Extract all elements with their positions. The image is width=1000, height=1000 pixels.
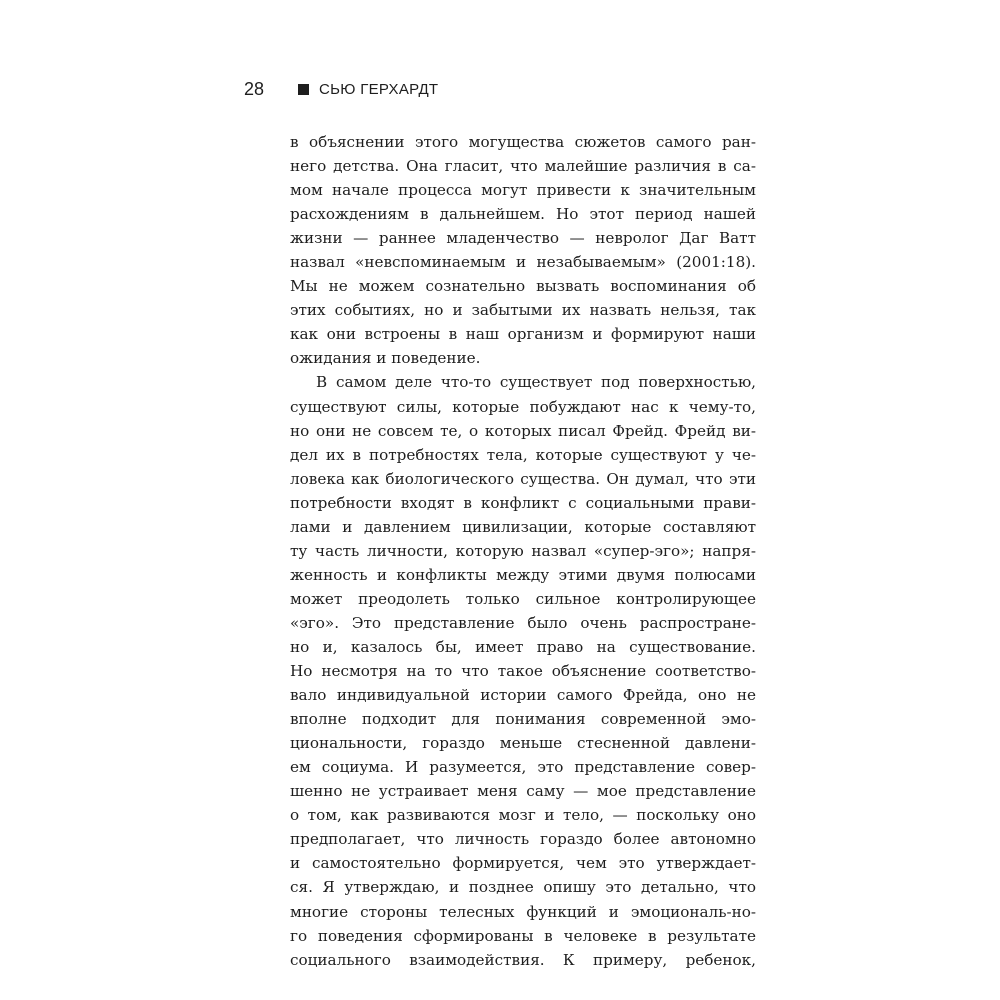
text-line: «эго». Это представление было очень распростране- — [290, 613, 756, 632]
text-line: го поведения сформированы в человеке в результате — [290, 926, 756, 945]
text-line: дел их в потребностях тела, которые существуют у че- — [290, 445, 756, 464]
text-line: вало индивидуальной истории самого Фрейда, оно не — [290, 686, 756, 705]
text-line: Но несмотря на то что такое объяснение соответство- — [290, 662, 756, 681]
text-line: и самостоятельно формируется, чем это утверждает- — [290, 854, 756, 873]
text-line: назвал «невспоминаемым и незабываемым» (2001:18). — [290, 253, 756, 272]
text-line: о том, как развиваются мозг и тело, — поскольку оно — [290, 806, 756, 825]
text-line: потребности входят в конфликт с социальными прави- — [290, 493, 756, 512]
text-line: В самом деле что-то существует под поверхностью, — [316, 373, 756, 392]
text-line: может преодолеть только сильное контролирующее — [290, 589, 756, 608]
page-number: 28 — [244, 78, 265, 99]
text-line: циональности, гораздо меньше стесненной давлени- — [290, 734, 756, 753]
text-line: существуют силы, которые побуждают нас к чему-то, — [290, 397, 756, 416]
text-line: как они встроены в наш организм и формируют наши — [290, 325, 756, 344]
header-square-marker — [298, 84, 309, 95]
text-line: лами и давлением цивилизации, которые составляют — [290, 517, 756, 536]
text-line: многие стороны телесных функций и эмоциональ-но- — [290, 902, 756, 921]
text-line: мом начале процесса могут привести к значительным — [290, 181, 756, 200]
text-line: Мы не можем сознательно вызвать воспоминания об — [290, 277, 756, 296]
text-line: ся. Я утверждаю, и позднее опишу это детально, что — [290, 878, 756, 897]
text-line: этих событиях, но и забытыми их назвать нельзя, так — [290, 301, 756, 320]
text-line: предполагает, что личность гораздо более автономно — [290, 830, 756, 849]
page-header — [244, 76, 438, 102]
text-line: в объяснении этого могущества сюжетов самого ран- — [290, 133, 756, 151]
text-line: него детства. Она гласит, что малейшие различия в са- — [290, 157, 756, 176]
text-line: шенно не устраивает меня саму — мое представление — [290, 782, 756, 801]
text-line: ту часть личности, которую назвал «супер-эго»; напря- — [290, 541, 756, 560]
text-line: но и, казалось бы, имеет право на существование. — [290, 637, 756, 656]
text-line: расхождениям в дальнейшем. Но этот период нашей — [290, 205, 756, 224]
text-line: но они не совсем те, о которых писал Фрейд. Фрейд ви- — [290, 421, 756, 440]
text-line: ожидания и поведение. — [290, 349, 481, 368]
body-text — [290, 130, 756, 972]
running-head: СЬЮ ГЕРХАРДТ — [319, 80, 439, 98]
text-line: вполне подходит для понимания современной эмо- — [290, 710, 756, 729]
text-line: ем социума. И разумеется, это представление совер- — [290, 758, 756, 777]
text-line: социального взаимодействия. К примеру, ребенок, — [290, 950, 756, 969]
text-line: жизни — раннее младенчество — невролог Даг Ватт — [290, 229, 756, 248]
text-line: женность и конфликты между этими двумя полюсами — [290, 565, 756, 584]
text-line: ловека как биологического существа. Он думал, что эти — [290, 469, 756, 488]
